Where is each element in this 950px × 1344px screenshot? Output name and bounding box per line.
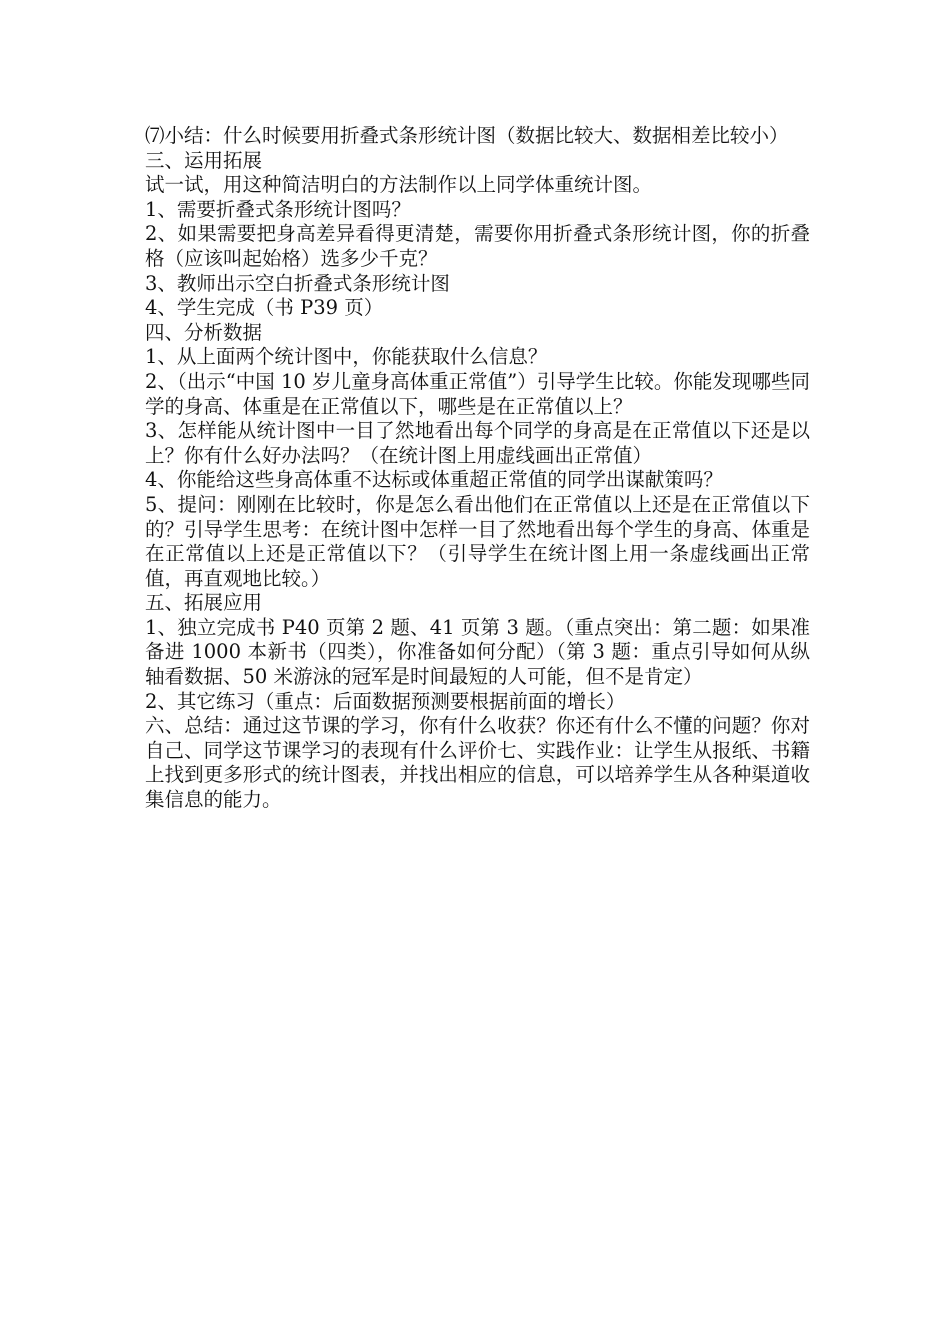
section-summary-6-7: 六、总结：通过这节课的学习，你有什么收获？你还有什么不懂的问题？你对自己、同学这节课学习的表现有什么评价七、实践作业：让学生从报纸、书籍上找到更多形式的统计图表，并找出相应的信息，可以培养学生从各种渠道收集信息的能力。: [145, 714, 810, 812]
paragraph-summary-7: ⑺小结：什么时候要用折叠式条形统计图（数据比较大、数据相差比较小）: [145, 124, 789, 147]
section-heading-3: 三、运用拓展: [145, 148, 263, 172]
paragraph-try-it: 试一试，用这种简洁明白的方法制作以上同学体重统计图。: [145, 173, 653, 197]
list-item-3-3: 3、教师出示空白折叠式条形统计图: [145, 271, 450, 295]
list-item-4-1: 1、从上面两个统计图中，你能获取什么信息？: [145, 345, 548, 369]
list-item-4-5: 5、提问：刚刚在比较时，你是怎么看出他们在正常值以上还是在正常值以下的？引导学生思考：在统计图中怎样一目了然地看出每个学生的身高、体重是在正常值以上还是正常值以下？（引导学生在统计图上用一条虚线画出正常值，再直观地比较。）: [145, 492, 810, 590]
list-item-4-4: 4、你能给这些身高体重不达标或体重超正常值的同学出谋献策吗？: [145, 468, 723, 492]
list-item-4-2: 2、（出示“中国 10 岁儿童身高体重正常值”）引导学生比较。你能发现哪些同学的身高、体重是在正常值以下，哪些是在正常值以上？: [145, 369, 810, 418]
list-item-3-2: 2、如果需要把身高差异看得更清楚，需要你用折叠式条形统计图，你的折叠格（应该叫起始格）选多少千克？: [145, 222, 810, 270]
document-body: [145, 124, 810, 813]
section-heading-5: 五、拓展应用: [145, 591, 263, 615]
list-item-5-1: 1、独立完成书 P40 页第 2 题、41 页第 3 题。（重点突出：第二题：如果准备进 1000 本新书（四类），你准备如何分配）（第 3 题：重点引导如何从纵轴看数据、50 米游泳的冠军是时间最短的人可能，但不是肯定）: [145, 615, 810, 689]
list-item-4-3: 3、怎样能从统计图中一目了然地看出每个同学的身高是在正常值以下还是以上？你有什么好办法吗？（在统计图上用虚线画出正常值）: [145, 419, 810, 467]
list-item-5-2: 2、其它练习（重点：后面数据预测要根据前面的增长）: [145, 689, 626, 713]
list-item-3-1: 1、需要折叠式条形统计图吗？: [145, 197, 411, 221]
list-item-3-4: 4、学生完成（书 P39 页）: [145, 296, 384, 320]
section-heading-4: 四、分析数据: [145, 320, 263, 344]
